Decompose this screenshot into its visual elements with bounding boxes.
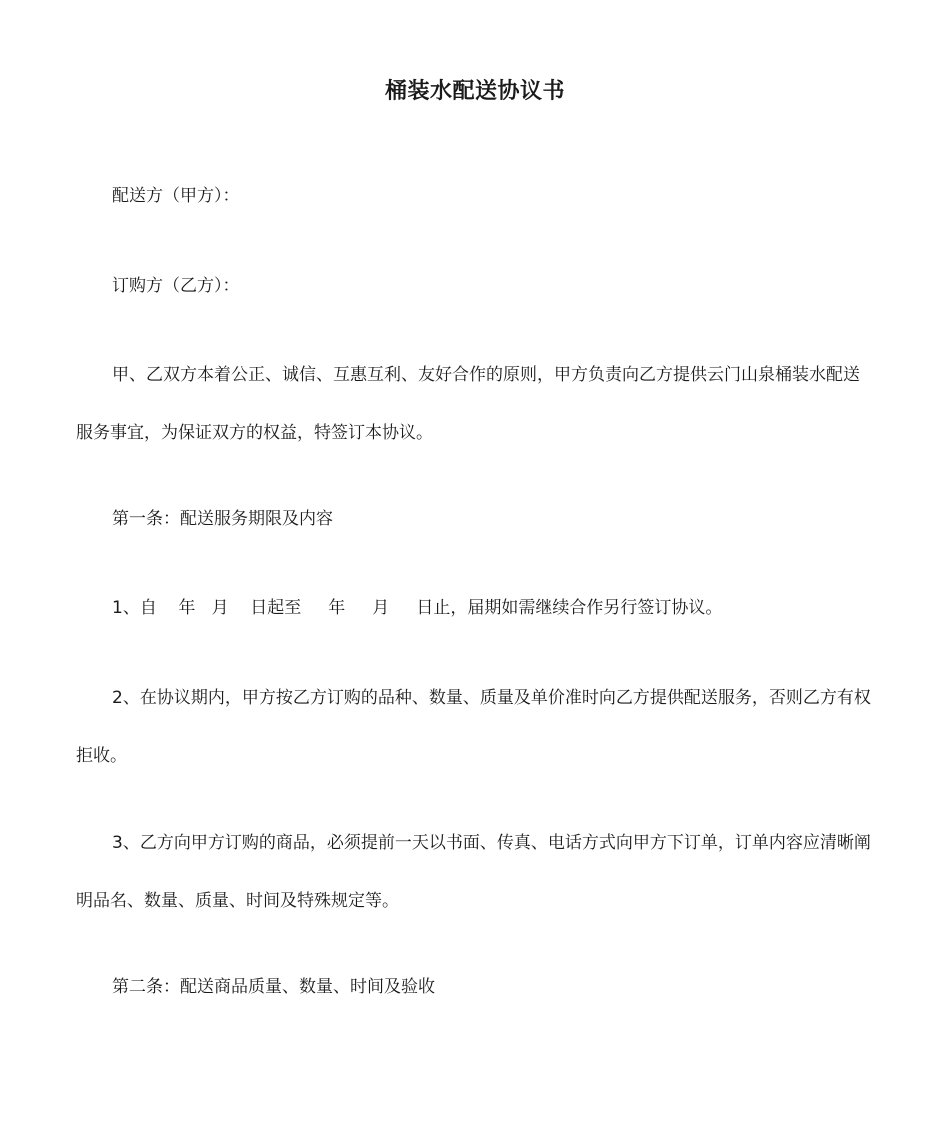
article-1-item-1: 1、自 年 月 日起至 年 月 日止，届期如需继续合作另行签订协议。: [112, 598, 723, 618]
buyer-label: 订购方（乙方）：: [112, 276, 240, 296]
article-1-item-3: 3、乙方向甲方订购的商品，必须提前一天以书面、传真、电话方式向甲方下订单，订单内容应清晰阐明品名、数量、质量、时间及特殊规定等。: [76, 833, 871, 911]
article-1-item-2: 2、在协议期内，甲方按乙方订购的品种、数量、质量及单价准时向乙方提供配送服务，否则乙方有权拒收。: [76, 688, 871, 766]
article-1-heading: 第一条：配送服务期限及内容: [112, 509, 333, 529]
article-2-heading: 第二条：配送商品质量、数量、时间及验收: [112, 977, 435, 997]
supplier-label: 配送方（甲方）：: [112, 186, 240, 206]
document-title: 桶装水配送协议书: [384, 79, 565, 104]
intro-paragraph: 甲、乙双方本着公正、诚信、互惠互利、友好合作的原则，甲方负责向乙方提供云门山泉桶装水配送服务事宜，为保证双方的权益，特签订本协议。: [76, 365, 860, 443]
